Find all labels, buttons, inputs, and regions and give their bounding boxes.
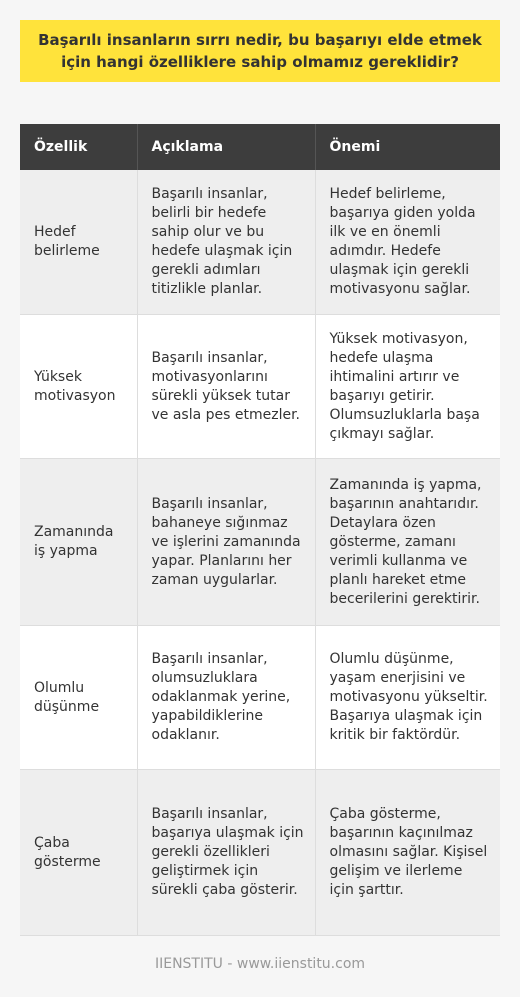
column-header-importance: Önemi bbox=[315, 124, 500, 170]
footer-credit: IIENSTITU - www.iienstitu.com bbox=[154, 956, 366, 972]
cell-importance: Olumlu düşünme, yaşam enerjisini ve motivasyonu yükseltir. Başarıya ulaşmak için kritik bir faktördür. bbox=[315, 626, 500, 770]
table-row bbox=[20, 770, 500, 936]
table-row bbox=[20, 626, 500, 770]
cell-description: Başarılı insanlar, olumsuzluklara odaklanmak yerine, yapabildiklerine odaklanır. bbox=[137, 626, 315, 770]
cell-importance: Hedef belirleme, başarıya giden yolda ilk ve en önemli adımdır. Hedefe ulaşmak için gerekli motivasyonu sağlar. bbox=[315, 170, 500, 315]
cell-feature: Çaba gösterme bbox=[20, 770, 137, 936]
cell-feature: Zamanında iş yapma bbox=[20, 459, 137, 626]
table-header-row bbox=[20, 124, 500, 170]
column-header-description: Açıklama bbox=[137, 124, 315, 170]
cell-feature: Hedef belirleme bbox=[20, 170, 137, 315]
cell-description: Başarılı insanlar, motivasyonlarını sürekli yüksek tutar ve asla pes etmezler. bbox=[137, 315, 315, 459]
cell-feature: Olumlu düşünme bbox=[20, 626, 137, 770]
page-title: Başarılı insanların sırrı nedir, bu başarıyı elde etmek için hangi özelliklere sahip olmamız gereklidir? bbox=[20, 20, 500, 82]
cell-feature: Yüksek motivasyon bbox=[20, 315, 137, 459]
cell-description: Başarılı insanlar, bahaneye sığınmaz ve işlerini zamanında yapar. Planlarını her zaman uygularlar. bbox=[137, 459, 315, 626]
cell-importance: Yüksek motivasyon, hedefe ulaşma ihtimalini artırır ve başarıyı getirir. Olumsuzluklarla başa çıkmayı sağlar. bbox=[315, 315, 500, 459]
table-row bbox=[20, 170, 500, 315]
cell-importance: Zamanında iş yapma, başarının anahtarıdır. Detaylara özen gösterme, zamanı verimli kullanma ve planlı hareket etme becerilerini gerektirir. bbox=[315, 459, 500, 626]
table-row bbox=[20, 459, 500, 626]
column-header-feature: Özellik bbox=[20, 124, 137, 170]
table-row bbox=[20, 315, 500, 459]
features-table bbox=[20, 124, 500, 936]
cell-importance: Çaba gösterme, başarının kaçınılmaz olmasını sağlar. Kişisel gelişim ve ilerleme için şarttır. bbox=[315, 770, 500, 936]
cell-description: Başarılı insanlar, başarıya ulaşmak için gerekli özellikleri geliştirmek için sürekli çaba gösterir. bbox=[137, 770, 315, 936]
cell-description: Başarılı insanlar, belirli bir hedefe sahip olur ve bu hedefe ulaşmak için gerekli adımları titizlikle planlar. bbox=[137, 170, 315, 315]
